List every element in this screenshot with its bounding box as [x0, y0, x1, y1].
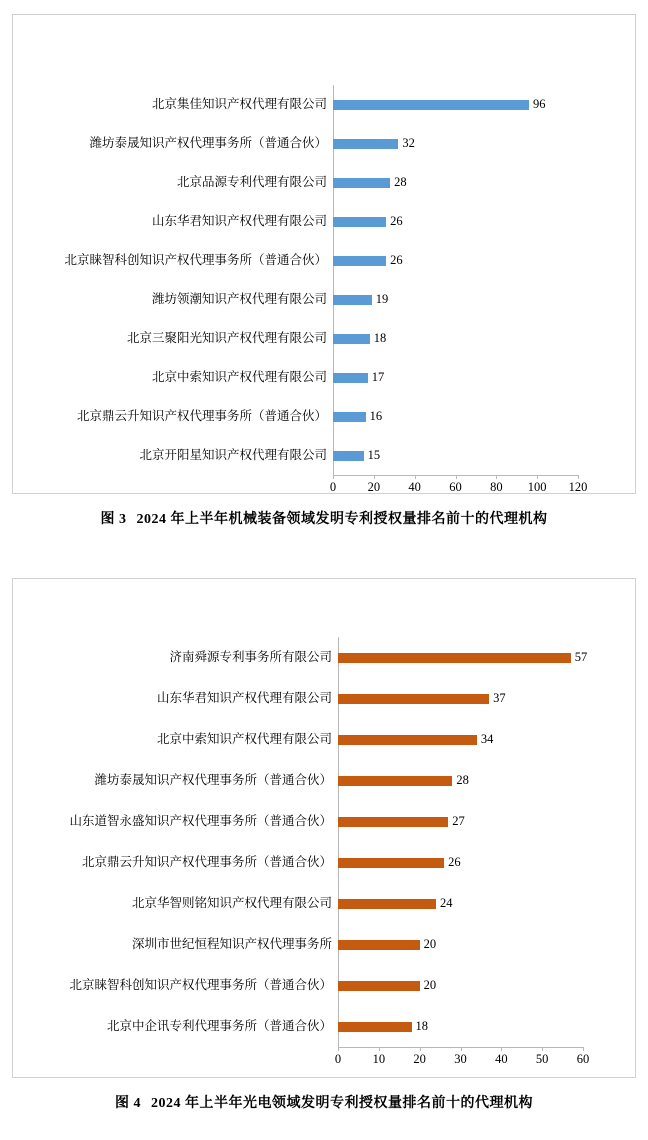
- bar-wrapper: [333, 436, 635, 475]
- axis-ticks-area: [334, 1047, 590, 1073]
- category-label: 北京品源专利代理有限公司: [176, 175, 327, 190]
- chart-bar-row: [13, 124, 635, 163]
- chart-bar-row: [13, 1006, 635, 1047]
- bar-wrapper: [338, 801, 635, 842]
- figure-block-1: [0, 14, 648, 528]
- bar-wrapper: [333, 85, 635, 124]
- bar-value-label: 20: [423, 937, 437, 951]
- figure-block-2: [0, 578, 648, 1112]
- bar-wrapper: [338, 965, 635, 1006]
- bar: [333, 451, 364, 461]
- chart-bar-row: [13, 924, 635, 965]
- bar: [333, 373, 368, 383]
- bar-value-label: 17: [371, 370, 385, 384]
- bar-value-label: 34: [480, 732, 494, 746]
- axis-tick: [456, 475, 457, 479]
- category-label: 潍坊领潮知识产权代理有限公司: [151, 292, 327, 307]
- bar-value-label: 37: [493, 691, 506, 705]
- bar-value-label: 15: [367, 448, 381, 462]
- bar-value-label: 18: [373, 331, 387, 345]
- axis-tick: [374, 475, 375, 479]
- chart-frame-mechanical: [12, 14, 636, 494]
- bar: [338, 899, 436, 909]
- bar-value-label: 57: [574, 650, 588, 664]
- bar: [338, 981, 420, 991]
- bar-wrapper: [338, 760, 635, 801]
- axis-tick-label: 60: [576, 1052, 590, 1066]
- axis-tick: [415, 475, 416, 479]
- axis-tick-label: 10: [372, 1052, 386, 1066]
- chart-bar-row: [13, 436, 635, 475]
- axis-tick-label: 0: [334, 1052, 342, 1066]
- bar-wrapper: [333, 358, 635, 397]
- axis-tick: [542, 1047, 543, 1051]
- axis-tick-label: 30: [454, 1052, 467, 1066]
- axis-tick: [583, 1047, 584, 1051]
- category-label: 山东华君知识产权代理有限公司: [156, 691, 332, 706]
- bar-wrapper: [333, 163, 635, 202]
- figure-caption-text-1: 2024 年上半年机械装备领域发明专利授权量排名前十的代理机构: [136, 512, 548, 527]
- bars-container: [13, 579, 635, 1073]
- bar-wrapper: [338, 883, 635, 924]
- bar-wrapper: [333, 397, 635, 436]
- chart-bar-row: [13, 163, 635, 202]
- bar-value-label: 19: [375, 292, 389, 306]
- category-label: 北京鼎云升知识产权代理事务所（普通合伙）: [81, 855, 332, 870]
- bar: [333, 334, 370, 344]
- category-label: 北京开阳星知识产权代理有限公司: [139, 448, 327, 463]
- axis-tick-label: 80: [490, 480, 503, 494]
- category-label: 北京集佳知识产权代理有限公司: [151, 97, 327, 112]
- figure-caption-text-2: 2024 年上半年光电领域发明专利授权量排名前十的代理机构: [151, 1096, 533, 1111]
- bar: [338, 817, 448, 827]
- bar-wrapper: [333, 280, 635, 319]
- axis-ticks-area: [329, 475, 588, 501]
- bar-wrapper: [333, 124, 635, 163]
- axis-spacer: [13, 475, 333, 501]
- bar: [333, 139, 398, 149]
- axis-tick: [496, 475, 497, 479]
- bar-wrapper: [338, 1006, 635, 1047]
- chart-frame-optoelectronic: [12, 578, 636, 1078]
- category-label: 潍坊泰晟知识产权代理事务所（普通合伙）: [89, 136, 327, 151]
- bar-value-label: 26: [390, 214, 403, 228]
- x-axis: [13, 1047, 635, 1073]
- chart-bar-row: [13, 202, 635, 241]
- bar: [338, 940, 420, 950]
- axis-tick: [338, 1047, 339, 1051]
- bar: [338, 1022, 412, 1032]
- chart-bar-row: [13, 241, 635, 280]
- bar: [338, 653, 571, 663]
- axis-tick-label: 120: [568, 480, 588, 494]
- bar-value-label: 32: [402, 136, 415, 150]
- axis-spacer: [13, 1047, 338, 1073]
- bar: [333, 256, 386, 266]
- bar: [333, 178, 390, 188]
- chart-bar-row: [13, 85, 635, 124]
- axis-tick-label: 50: [535, 1052, 549, 1066]
- chart-bar-row: [13, 678, 635, 719]
- chart-bar-row: [13, 280, 635, 319]
- bar-wrapper: [333, 241, 635, 280]
- category-label: 北京睐智科创知识产权代理事务所（普通合伙）: [69, 978, 332, 993]
- category-label: 山东道智永盛知识产权代理事务所（普通合伙）: [69, 814, 332, 829]
- bar-value-label: 27: [452, 814, 465, 828]
- chart-bar-row: [13, 719, 635, 760]
- figure-caption-label-2: 图 4: [115, 1096, 141, 1111]
- chart-bar-row: [13, 637, 635, 678]
- category-label: 深圳市世纪恒程知识产权代理事务所: [131, 937, 332, 952]
- category-label: 北京中企讯专利代理事务所（普通合伙）: [106, 1019, 332, 1034]
- axis-tick: [461, 1047, 462, 1051]
- axis-tick-label: 40: [408, 480, 421, 494]
- category-label: 山东华君知识产权代理有限公司: [151, 214, 327, 229]
- chart-bar-row: [13, 842, 635, 883]
- axis-tick: [379, 1047, 380, 1051]
- category-label: 潍坊泰晟知识产权代理事务所（普通合伙）: [94, 773, 332, 788]
- axis-tick: [333, 475, 334, 479]
- category-label: 北京中索知识产权代理有限公司: [151, 370, 327, 385]
- figure-caption-label-1: 图 3: [100, 512, 127, 527]
- bar-wrapper: [338, 842, 635, 883]
- bar-value-label: 28: [456, 773, 469, 787]
- bar-value-label: 18: [415, 1019, 428, 1033]
- bar-value-label: 26: [448, 855, 461, 869]
- bar: [338, 694, 489, 704]
- axis-tick-label: 60: [449, 480, 462, 494]
- axis-tick-label: 40: [495, 1052, 508, 1066]
- chart-bar-row: [13, 358, 635, 397]
- axis-tick-label: 20: [367, 480, 381, 494]
- bar: [338, 776, 452, 786]
- axis-tick-label: 20: [413, 1052, 426, 1066]
- bars-container: [13, 15, 635, 501]
- bar-wrapper: [338, 637, 635, 678]
- category-label: 北京中索知识产权代理有限公司: [156, 732, 332, 747]
- axis-tick-label: 100: [527, 480, 547, 494]
- axis-tick: [420, 1047, 421, 1051]
- chart-plot-area-optoelectronic: [13, 579, 635, 1077]
- chart-bar-row: [13, 965, 635, 1006]
- chart-bar-row: [13, 801, 635, 842]
- chart-bar-row: [13, 883, 635, 924]
- axis-tick: [501, 1047, 502, 1051]
- chart-bar-row: [13, 319, 635, 358]
- figure-caption-2: [0, 1092, 648, 1112]
- figure-caption-1: [0, 508, 648, 528]
- axis-tick: [537, 475, 538, 479]
- chart-plot-area-mechanical: [13, 15, 635, 493]
- bar: [333, 412, 366, 422]
- bar-wrapper: [338, 719, 635, 760]
- bar-wrapper: [333, 319, 635, 358]
- category-label: 北京华智则铭知识产权代理有限公司: [131, 896, 332, 911]
- bar-value-label: 96: [533, 97, 546, 111]
- x-axis: [13, 475, 635, 501]
- axis-tick: [578, 475, 579, 479]
- axis-tick-label: 0: [329, 480, 337, 494]
- category-label: 济南舜源专利事务所有限公司: [169, 650, 332, 665]
- bar: [338, 858, 444, 868]
- category-label: 北京三聚阳光知识产权代理有限公司: [126, 331, 327, 346]
- bar-value-label: 28: [394, 175, 407, 189]
- bar-value-label: 20: [423, 978, 437, 992]
- bar: [333, 100, 529, 110]
- chart-bar-row: [13, 760, 635, 801]
- bar: [333, 295, 372, 305]
- category-label: 北京睐智科创知识产权代理事务所（普通合伙）: [64, 253, 327, 268]
- bar: [333, 217, 386, 227]
- chart-bar-row: [13, 397, 635, 436]
- bar-value-label: 26: [390, 253, 403, 267]
- bar-value-label: 16: [369, 409, 383, 423]
- bar: [338, 735, 477, 745]
- bar-wrapper: [338, 678, 635, 719]
- bar-wrapper: [333, 202, 635, 241]
- bar-wrapper: [338, 924, 635, 965]
- bar-value-label: 24: [440, 896, 453, 910]
- category-label: 北京鼎云升知识产权代理事务所（普通合伙）: [76, 409, 327, 424]
